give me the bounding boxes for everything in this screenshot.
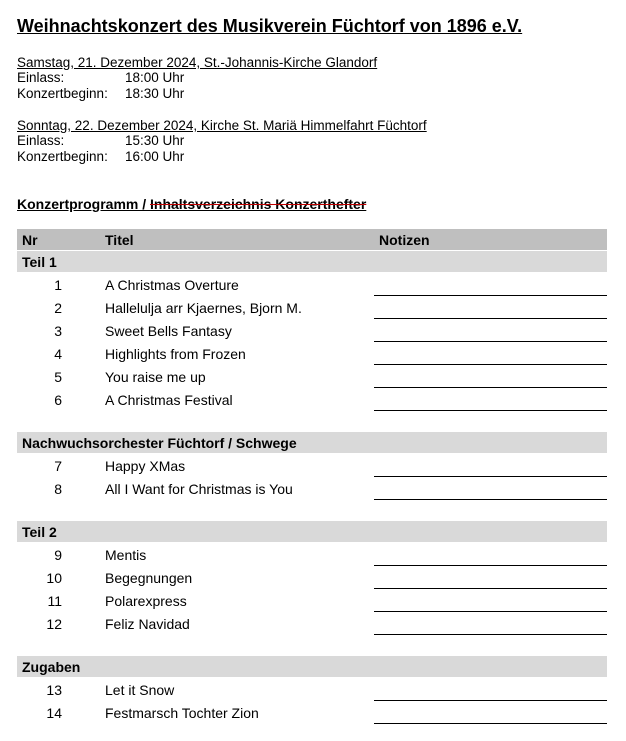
- section-title: Teil 1: [22, 254, 57, 270]
- column-nr: Nr: [22, 232, 38, 248]
- section-header: [17, 251, 607, 272]
- program-heading-struck: Inhaltsverzeichnis Konzerthefter: [150, 196, 367, 212]
- piece-number: 8: [54, 481, 62, 497]
- section-title: Nachwuchsorchester Füchtorf / Schwege: [22, 435, 297, 451]
- document-title: Weihnachtskonzert des Musikverein Füchtorf von 1896 e.V.: [17, 16, 523, 36]
- event-2-date: Sonntag, 22. Dezember 2024, Kirche St. Mariä Himmelfahrt Füchtorf: [17, 118, 427, 133]
- program-row: [17, 612, 607, 635]
- program-row: [17, 566, 607, 589]
- program-row: [17, 477, 607, 500]
- piece-number: 14: [46, 705, 62, 721]
- piece-number: 10: [46, 570, 62, 586]
- notes-line: [374, 410, 607, 411]
- event-1-beginn: [17, 86, 185, 101]
- piece-title: Begegnungen: [105, 570, 193, 586]
- program-row: [17, 454, 607, 477]
- einlass-time: 18:00 Uhr: [125, 70, 185, 85]
- program-row: [17, 388, 607, 411]
- piece-title: A Christmas Overture: [105, 277, 239, 293]
- section-title: Zugaben: [22, 659, 81, 675]
- event-1-date: Samstag, 21. Dezember 2024, St.-Johannis-Kirche Glandorf: [17, 55, 378, 70]
- piece-title: Polarexpress: [105, 593, 187, 609]
- beginn-label: Konzertbeginn:: [17, 86, 108, 101]
- section-header: [17, 656, 607, 677]
- piece-number: 3: [54, 323, 62, 339]
- piece-number: 6: [54, 392, 62, 408]
- section-header: [17, 521, 607, 542]
- piece-number: 12: [46, 616, 62, 632]
- column-titel: Titel: [105, 232, 134, 248]
- piece-number: 7: [54, 458, 62, 474]
- event-2-einlass: [17, 133, 185, 148]
- piece-number: 9: [54, 547, 62, 563]
- notes-line: [374, 499, 607, 500]
- event-1-einlass: [17, 70, 185, 85]
- program-row: [17, 296, 607, 319]
- piece-title: Feliz Navidad: [105, 616, 190, 632]
- program-row: [17, 342, 607, 365]
- einlass-label: Einlass:: [17, 70, 65, 85]
- section-title: Teil 2: [22, 524, 57, 540]
- section-header: [17, 432, 607, 453]
- piece-title: Let it Snow: [105, 682, 175, 698]
- program-row: [17, 543, 607, 566]
- einlass-label: Einlass:: [17, 133, 65, 148]
- piece-title: Mentis: [105, 547, 147, 563]
- piece-title: All I Want for Christmas is You: [105, 481, 293, 497]
- piece-title: Happy XMas: [105, 458, 186, 474]
- program-row: [17, 678, 607, 701]
- piece-title: Sweet Bells Fantasy: [105, 323, 232, 339]
- program-row: [17, 365, 607, 388]
- piece-title: Hallelulja arr Kjaernes, Bjorn M.: [105, 300, 302, 316]
- event-2-beginn: [17, 149, 185, 164]
- beginn-time: 16:00 Uhr: [125, 149, 185, 164]
- program-row: [17, 589, 607, 612]
- einlass-time: 15:30 Uhr: [125, 133, 185, 148]
- piece-number: 1: [54, 277, 62, 293]
- program-heading: [17, 196, 366, 212]
- notes-line: [374, 634, 607, 635]
- table-header: [17, 229, 607, 250]
- piece-title: Festmarsch Tochter Zion: [105, 705, 259, 721]
- piece-title: You raise me up: [105, 369, 206, 385]
- program-row: [17, 701, 607, 724]
- program-row: [17, 319, 607, 342]
- program-heading-text: Konzertprogramm /: [17, 196, 151, 212]
- program-row: [17, 273, 607, 296]
- piece-number: 2: [54, 300, 62, 316]
- piece-number: 4: [54, 346, 62, 362]
- notes-line: [374, 723, 607, 724]
- piece-number: 11: [47, 593, 62, 609]
- piece-title: Highlights from Frozen: [105, 346, 246, 362]
- column-notizen: Notizen: [379, 232, 430, 248]
- beginn-label: Konzertbeginn:: [17, 149, 108, 164]
- beginn-time: 18:30 Uhr: [125, 86, 185, 101]
- piece-number: 13: [46, 682, 62, 698]
- piece-number: 5: [54, 369, 62, 385]
- piece-title: A Christmas Festival: [105, 392, 233, 408]
